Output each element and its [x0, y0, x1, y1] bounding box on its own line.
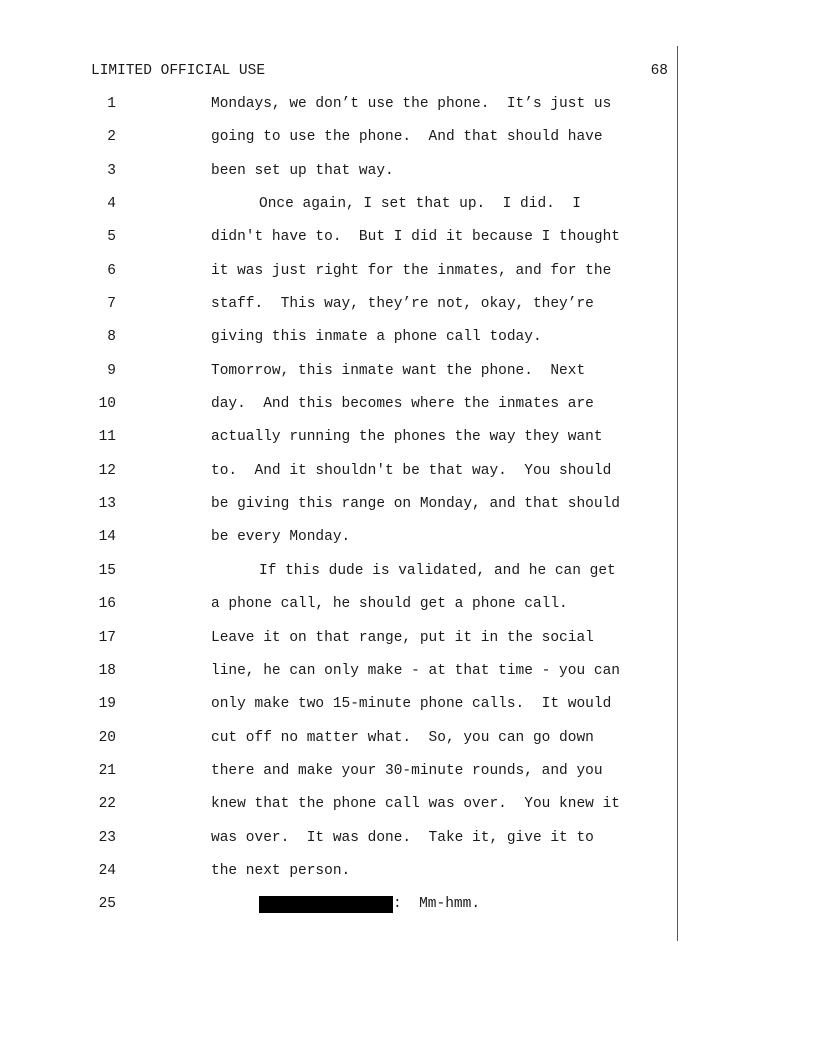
- transcript-line: [0, 528, 680, 561]
- line-text: going to use the phone. And that should have: [211, 129, 603, 146]
- transcript-line: [0, 195, 680, 228]
- line-number: 17: [98, 629, 116, 646]
- transcript-line: [0, 295, 680, 328]
- line-number: 23: [98, 829, 116, 846]
- line-number: 8: [107, 329, 116, 346]
- transcript-line: [0, 328, 680, 361]
- line-number: 6: [107, 262, 116, 279]
- line-text: staff. This way, they’re not, okay, they’re: [211, 296, 594, 313]
- line-number: 5: [107, 229, 116, 246]
- line-text: to. And it shouldn't be that way. You should: [211, 462, 612, 479]
- line-text: Tomorrow, this inmate want the phone. Next: [211, 362, 586, 379]
- line-number: 4: [107, 196, 116, 213]
- line-number: 25: [98, 896, 116, 913]
- transcript-line: [0, 428, 680, 461]
- line-text: it was just right for the inmates, and for the: [211, 262, 612, 279]
- transcript-line: [0, 495, 680, 528]
- line-number: 11: [98, 429, 116, 446]
- line-text: giving this inmate a phone call today.: [211, 329, 542, 346]
- line-number: 20: [98, 729, 116, 746]
- line-text: been set up that way.: [211, 162, 394, 179]
- document-classification-label: LIMITED OFFICIAL USE: [91, 63, 266, 79]
- transcript-line: [0, 362, 680, 395]
- transcript-line: [0, 228, 680, 261]
- transcript-line: [0, 595, 680, 628]
- line-number: 21: [98, 762, 116, 779]
- line-text: actually running the phones the way they want: [211, 429, 603, 446]
- line-number: 19: [98, 696, 116, 713]
- line-number: 22: [98, 796, 116, 813]
- line-text: be every Monday.: [211, 529, 351, 546]
- transcript-line: [0, 762, 680, 795]
- line-number: 13: [98, 496, 116, 513]
- transcript-line: [0, 795, 680, 828]
- transcript-line: [0, 262, 680, 295]
- transcript-line: [0, 695, 680, 728]
- line-text: day. And this becomes where the inmates are: [211, 396, 594, 413]
- line-number: 24: [98, 862, 116, 879]
- line-number: 16: [98, 596, 116, 613]
- page-number: 68: [650, 63, 668, 79]
- transcript-line: [0, 862, 680, 895]
- line-text: was over. It was done. Take it, give it to: [211, 829, 594, 846]
- line-number: 14: [98, 529, 116, 546]
- transcript-line: [0, 395, 680, 428]
- line-text: Once again, I set that up. I did. I: [259, 196, 581, 213]
- redacted-speaker-name: [259, 896, 393, 913]
- line-text: : Mm-hmm.: [393, 896, 481, 913]
- transcript-line: [0, 462, 680, 495]
- transcript-line: [0, 729, 680, 762]
- line-number: 18: [98, 662, 116, 679]
- transcript-line: [0, 128, 680, 161]
- transcript-line: [0, 895, 680, 928]
- line-text: a phone call, he should get a phone call.: [211, 596, 568, 613]
- line-text: knew that the phone call was over. You knew it: [211, 796, 620, 813]
- line-number: 12: [98, 462, 116, 479]
- line-text: Leave it on that range, put it in the social: [211, 629, 594, 646]
- line-number: 9: [107, 362, 116, 379]
- line-text: there and make your 30-minute rounds, and you: [211, 762, 603, 779]
- line-text: If this dude is validated, and he can get: [259, 562, 616, 579]
- line-text: line, he can only make - at that time - you can: [211, 662, 620, 679]
- line-number: 7: [107, 296, 116, 313]
- transcript-line: [0, 829, 680, 862]
- line-text: only make two 15-minute phone calls. It would: [211, 696, 612, 713]
- line-text: Mondays, we don’t use the phone. It’s just us: [211, 96, 612, 112]
- transcript-line: [0, 95, 680, 128]
- line-text: the next person.: [211, 862, 351, 879]
- line-text: cut off no matter what. So, you can go down: [211, 729, 594, 746]
- transcript-body: [0, 95, 680, 929]
- line-number: 1: [107, 96, 116, 112]
- line-number: 3: [107, 162, 116, 179]
- line-text: didn't have to. But I did it because I thought: [211, 229, 620, 246]
- line-text: be giving this range on Monday, and that should: [211, 496, 620, 513]
- transcript-line: [0, 629, 680, 662]
- transcript-line: [0, 162, 680, 195]
- transcript-line: [0, 662, 680, 695]
- line-number: 2: [107, 129, 116, 146]
- transcript-line: [0, 562, 680, 595]
- line-number: 10: [98, 396, 116, 413]
- speaker-line: [259, 895, 480, 913]
- line-number: 15: [98, 562, 116, 579]
